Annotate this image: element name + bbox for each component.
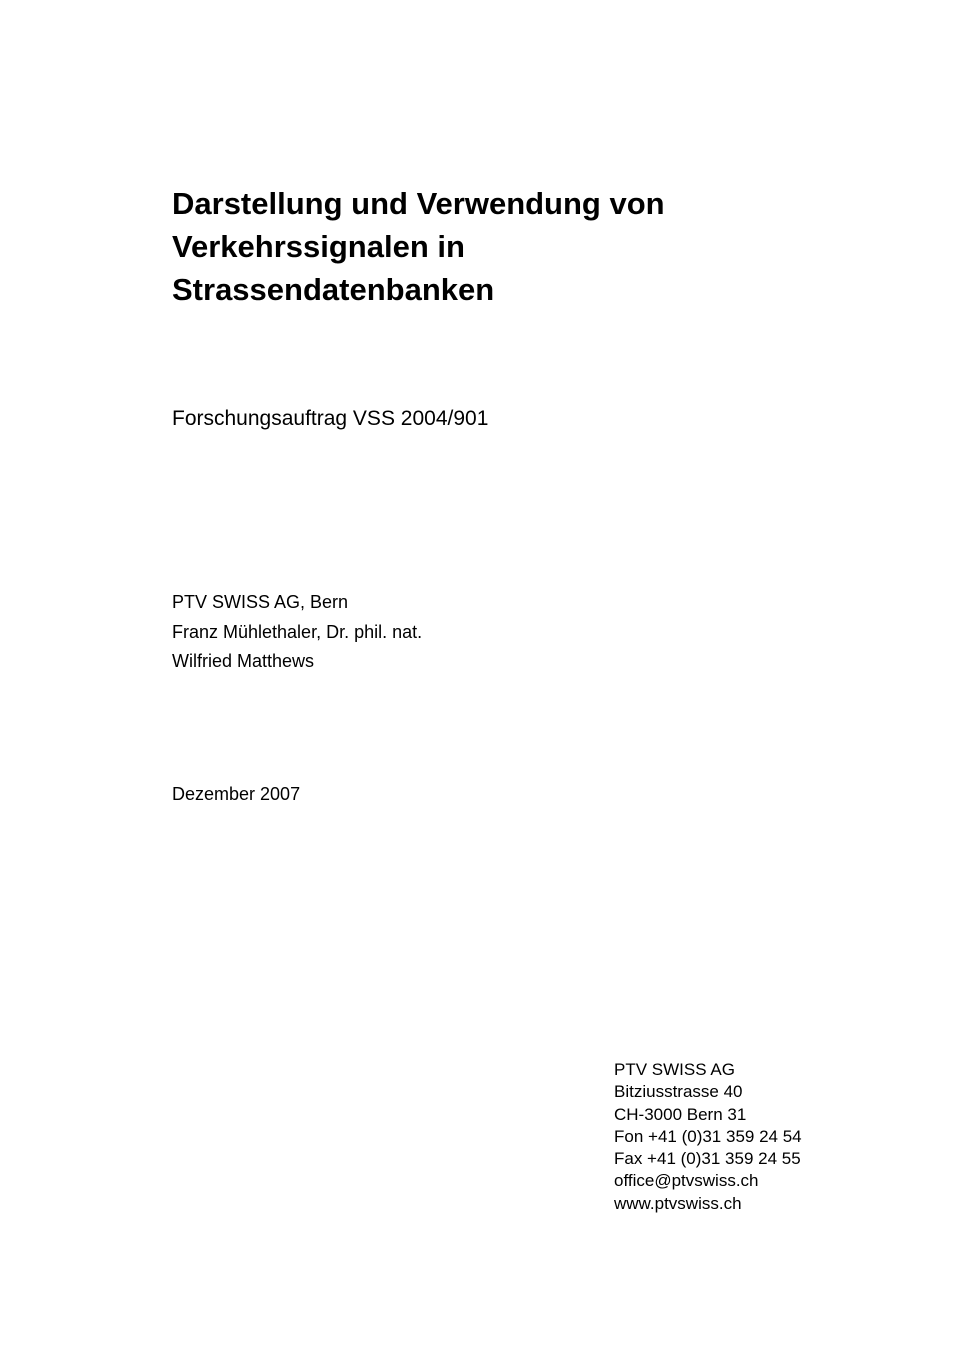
document-title <box>172 182 792 311</box>
address-fax: Fax +41 (0)31 359 24 55 <box>614 1149 801 1169</box>
title-line-3: Strassendatenbanken <box>172 272 495 307</box>
title-line-2: Verkehrssignalen in <box>172 229 465 264</box>
address-street: Bitziusstrasse 40 <box>614 1082 743 1102</box>
title-line-1: Darstellung und Verwendung von <box>172 186 665 221</box>
address-email: office@ptvswiss.ch <box>614 1171 759 1191</box>
address-company: PTV SWISS AG <box>614 1060 735 1079</box>
address-website: www.ptvswiss.ch <box>614 1193 742 1213</box>
address-phone: Fon +41 (0)31 359 24 54 <box>614 1126 802 1146</box>
author-name: Franz Mühlethaler, Dr. phil. nat. <box>172 621 423 642</box>
author-name: Wilfried Matthews <box>172 651 315 671</box>
authors-block <box>172 588 422 677</box>
address-block <box>614 1059 802 1215</box>
document-subtitle: Forschungsauftrag VSS 2004/901 <box>172 407 489 430</box>
author-organization: PTV SWISS AG, Bern <box>172 592 349 612</box>
publication-date: Dezember 2007 <box>172 784 301 804</box>
address-city: CH-3000 Bern 31 <box>614 1104 747 1124</box>
